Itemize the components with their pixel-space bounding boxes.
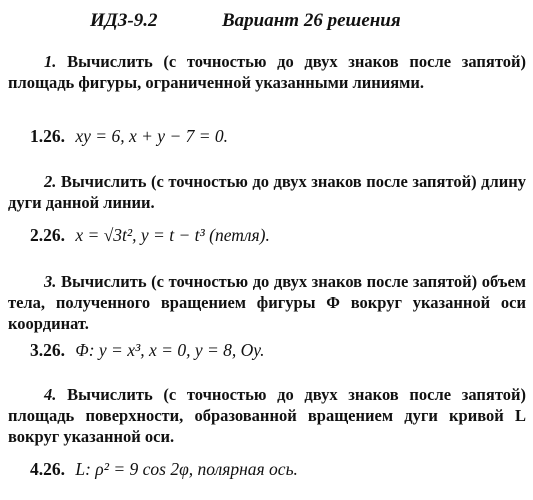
task-number: 4. [44,385,57,404]
assignment-title: ИДЗ-9.2 [90,10,158,31]
variant-title: Вариант 26 решения [222,10,401,31]
task-number: 2. [44,172,57,191]
task-number: 1. [44,52,57,71]
task-text: Вычислить (с точностью до двух знаков после запятой) длину дуги данной линии. [8,172,527,212]
answer-formula: Φ: y = x³, x = 0, y = 8, Oy. [75,340,265,360]
answer-label: 4.26. [30,459,65,479]
task-2 [8,171,526,213]
task-number: 3. [44,272,57,291]
answer-label: 2.26. [30,225,65,245]
document-header [90,10,401,32]
task-text: Вычислить (с точностью до двух знаков после запятой) площадь фигуры, ограниченной указанными линиями. [8,52,527,92]
task-3 [8,271,526,334]
answer-formula: xy = 6, x + y − 7 = 0. [75,126,229,146]
task-4 [8,384,526,447]
task-text: Вычислить (с точностью до двух знаков после запятой) объем тела, полученного вращением фигуры Φ вокруг указанной оси координат. [8,272,527,333]
answer-formula: L: ρ² = 9 cos 2φ, полярная ось. [75,459,298,479]
task-text: Вычислить (с точностью до двух знаков после запятой) площадь поверхности, образованной вращением дуги кривой L вокруг указанной оси. [8,385,527,446]
task-3-answer [30,340,264,361]
task-4-answer [30,459,298,480]
task-1-answer [30,126,228,147]
task-2-answer [30,225,270,246]
task-1 [8,51,526,93]
answer-label: 3.26. [30,340,65,360]
answer-formula: x = √3t², y = t − t³ (петля). [75,225,270,245]
answer-label: 1.26. [30,126,65,146]
